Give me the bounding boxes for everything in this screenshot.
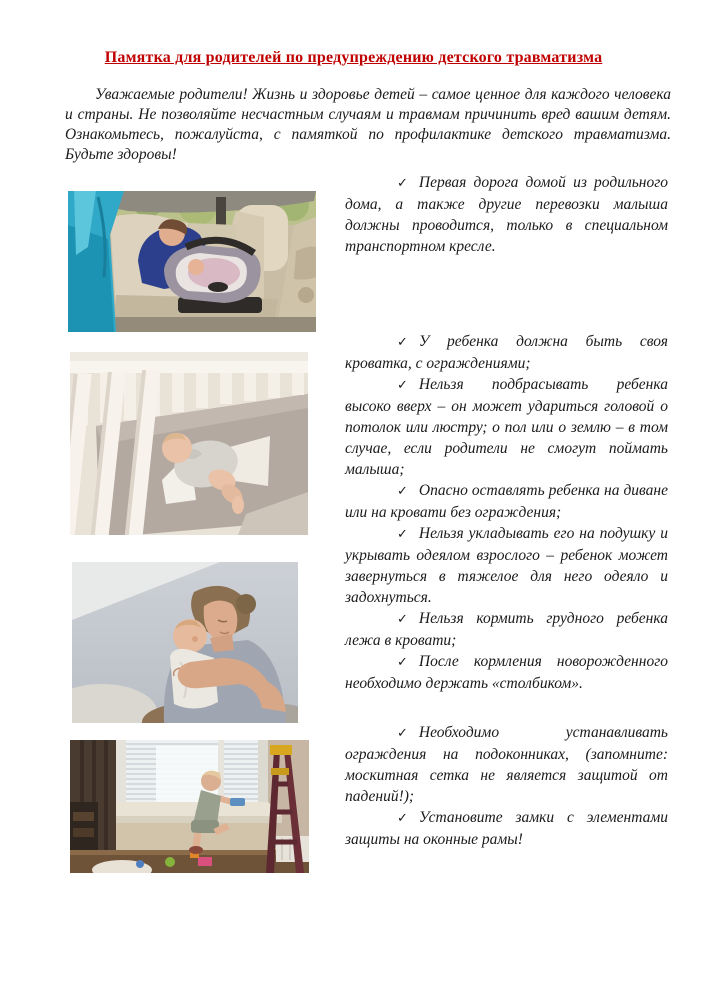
bullet-item (345, 374, 668, 480)
bullet-item (345, 523, 668, 608)
car-interior-illustration (68, 191, 316, 332)
bullet-text: Опасно оставлять ребенка на диване или на кровати без ограждения; (345, 482, 668, 521)
bullet-item (345, 608, 668, 651)
checkmark-icon: ✓ (397, 655, 408, 670)
bullet-text: У ребенка должна быть своя кроватка, с ограждениями; (345, 333, 668, 372)
baby-car-seat-photo (68, 191, 316, 332)
window-climb-illustration (70, 740, 309, 873)
checkmark-icon: ✓ (397, 811, 408, 826)
section-crib-safety (345, 331, 668, 694)
crib-illustration (70, 352, 308, 535)
bullet-text: Первая дорога домой из родильного дома, а также другие перевозки малыша должны проводится, только в специальном транспортном кресле. (345, 174, 668, 255)
checkmark-icon: ✓ (397, 378, 408, 393)
bullet-text: Установите замки с элементами защиты на оконные рамы! (345, 809, 668, 848)
baby-in-crib-photo (70, 352, 308, 535)
bullet-item (345, 807, 668, 850)
intro-paragraph: Уважаемые родители! Жизнь и здоровье детей – самое ценное для каждого человека и страны. Не позволяйте несчастным случаям и травмам причинить вред вашим детям. Ознакомьтесь, пожалуйста, с памяткой по профилактике детского травматизма. Будьте здоровы! (65, 86, 671, 163)
checkmark-icon: ✓ (397, 335, 408, 350)
bullet-item (345, 722, 668, 807)
bullet-text: Необходимо устанавливать ограждения на подоконниках, (запомните: москитная сетка не является защитой от падений!); (345, 724, 668, 805)
bullet-text: Нельзя кормить грудного ребенка лежа в кровати; (345, 610, 668, 649)
bullet-item (345, 651, 668, 694)
bullet-item (345, 172, 668, 257)
section-window-safety (345, 722, 668, 850)
bullet-item (345, 480, 668, 523)
bullet-text: Нельзя подбрасывать ребенка высоко вверх – он может удариться головой о потолок или люстру; о пол или о землю – в том случае, если родители не смогут поймать малыша; (345, 376, 668, 478)
page-title: Памятка для родителей по предупреждению детского травматизма (104, 49, 603, 66)
child-climbing-windowsill-photo (70, 740, 309, 873)
checkmark-icon: ✓ (397, 176, 408, 191)
mother-holding-newborn-photo (72, 562, 298, 723)
mother-baby-illustration (72, 562, 298, 723)
bullet-text: Нельзя укладывать его на подушку и укрывать одеялом взрослого – ребенок может завернуться в тяжелое для него одеяло и задохнуться. (345, 525, 668, 606)
bullet-item (345, 331, 668, 374)
checkmark-icon: ✓ (397, 484, 408, 499)
infant-carrier (164, 240, 262, 313)
section-car-travel (345, 172, 668, 257)
bullet-text: После кормления новорожденного необходимо держать «столбиком». (345, 653, 668, 692)
checkmark-icon: ✓ (397, 612, 408, 627)
checkmark-icon: ✓ (397, 726, 408, 741)
checkmark-icon: ✓ (397, 527, 408, 542)
